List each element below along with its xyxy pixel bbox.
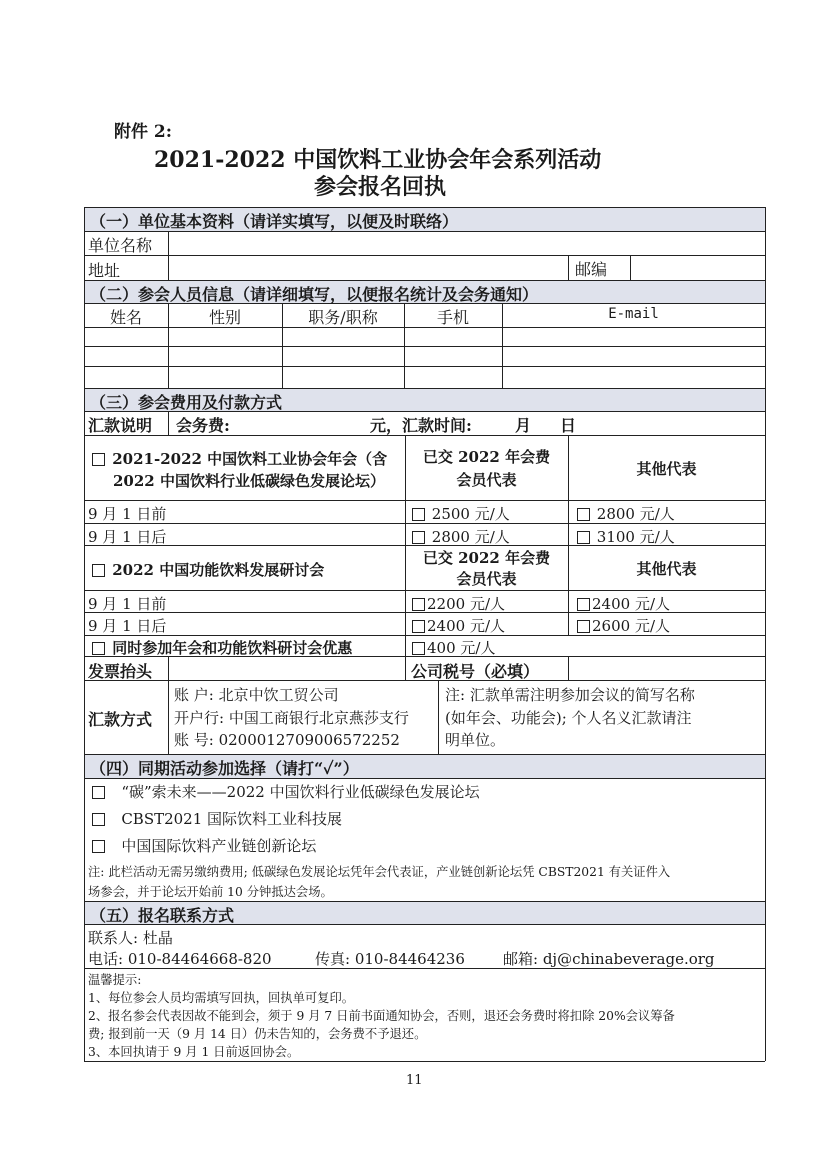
table-border-right (765, 207, 766, 1061)
price: 3100 元/人 (596, 528, 675, 546)
tip-2-line1: 2、报名参会代表因故不能到会，须于 9 月 7 日前书面通知协会，否则，退还会务费时将扣除 20%会议筹备 (88, 1009, 675, 1023)
event2-label: 2022 中国功能饮料发展研讨会 (112, 561, 325, 579)
event1-row2-label: 9 月 1 日后 (88, 528, 167, 546)
postcode-label: 邮编 (575, 260, 608, 279)
event2-other-col: 其他代表 (636, 560, 697, 578)
vline (168, 231, 169, 280)
vline (438, 680, 439, 754)
remit-label: 汇款说明 (88, 416, 153, 435)
section2-header: （二）参会人员信息（请详细填写，以便报名统计及会务通知） (90, 285, 539, 304)
payment-note-line3: 明单位。 (445, 731, 506, 749)
checkbox-icon[interactable] (92, 813, 105, 826)
page-number: 11 (406, 1073, 423, 1088)
org-name-label: 单位名称 (88, 236, 153, 255)
activity-label: CBST2021 国际饮料工业科技展 (121, 810, 343, 828)
price: 2600 元/人 (592, 617, 670, 635)
payment-note-line2: (如年会、功能会); 个人名义汇款请注 (445, 709, 692, 727)
tax-id-field[interactable] (570, 657, 764, 679)
contact-person: 联系人: 杜晶 (88, 929, 173, 947)
event1-member-col-line2: 会员代表 (456, 471, 517, 489)
month-label: 月 (515, 416, 532, 435)
col-mobile: 手机 (436, 308, 469, 327)
col-email: E-mail (608, 306, 659, 322)
payment-note-line1: 注: 汇款单需注明参加会议的简写名称 (445, 686, 695, 704)
address-label: 地址 (88, 261, 121, 280)
checkbox-icon[interactable] (92, 840, 105, 853)
combo-price[interactable] (412, 637, 495, 658)
price: 2800 元/人 (596, 505, 675, 523)
vline (568, 255, 569, 280)
org-name-field[interactable] (170, 232, 764, 254)
page-title: 2021-2022 中国饮料工业协会年会系列活动 (154, 147, 602, 173)
tip-3: 3、本回执请于 9 月 1 日前返回协会。 (88, 1045, 300, 1059)
col-title: 职务/职称 (308, 308, 378, 327)
section1-header: （一）单位基本资料（请详实填写，以便及时联络） (90, 212, 459, 231)
price: 400 元/人 (427, 639, 496, 657)
hline (84, 207, 765, 208)
account-bank: 开户行: 中国工商银行北京燕莎支行 (174, 709, 409, 727)
checkbox-icon[interactable] (412, 508, 425, 521)
activity-option-1[interactable] (92, 781, 480, 802)
hline (84, 754, 765, 755)
account-name: 账 户: 北京中饮工贸公司 (174, 686, 339, 704)
participant-row-1[interactable] (86, 328, 764, 345)
hline (84, 500, 765, 501)
fee-label: 会务费: (176, 416, 230, 435)
event2-row1-other[interactable] (577, 593, 670, 614)
contact-phone: 电话: 010-84464668-820 (88, 950, 272, 968)
activity-label: “碳”索未来——2022 中国饮料行业低碳绿色发展论坛 (121, 783, 480, 801)
event1-row1-member[interactable] (412, 503, 510, 524)
address-field[interactable] (170, 256, 567, 279)
vline (168, 656, 169, 754)
checkbox-icon[interactable] (412, 598, 425, 611)
combo-option[interactable] (92, 637, 352, 658)
price: 2800 元/人 (431, 528, 510, 546)
participant-row-2[interactable] (86, 347, 764, 365)
checkbox-icon[interactable] (577, 598, 590, 611)
page-subtitle: 参会报名回执 (314, 174, 447, 200)
activity-option-3[interactable] (92, 835, 316, 856)
participant-row-3[interactable] (86, 367, 764, 387)
tip-2-line2: 费; 报到前一天（9 月 14 日）仍未告知的，会务费不予退还。 (88, 1027, 427, 1041)
invoice-field[interactable] (170, 657, 404, 679)
checkbox-icon[interactable] (92, 453, 105, 466)
section4-header: （四）同期活动参加选择（请打“✓”） (90, 759, 359, 778)
checkbox-icon[interactable] (92, 786, 105, 799)
event2-row1-label: 9 月 1 日前 (88, 595, 167, 613)
checkbox-icon[interactable] (92, 642, 105, 655)
event1-row1-label: 9 月 1 日前 (88, 505, 167, 523)
price: 2500 元/人 (431, 505, 510, 523)
activity-option-2[interactable] (92, 808, 342, 829)
checkbox-icon[interactable] (577, 620, 590, 633)
payment-label: 汇款方式 (88, 710, 153, 729)
event2-option[interactable] (92, 559, 324, 580)
vline (168, 411, 169, 435)
event1-line2: 2022 中国饮料行业低碳绿色发展论坛） (113, 472, 385, 490)
activity-label: 中国国际饮料产业链创新论坛 (121, 837, 317, 855)
event2-row2-label: 9 月 1 日后 (88, 617, 167, 635)
event1-row2-other[interactable] (577, 526, 675, 547)
col-gender: 性别 (208, 308, 241, 327)
section3-header: （三）参会费用及付款方式 (90, 393, 283, 412)
section5-header: （五）报名联系方式 (90, 906, 235, 925)
event1-other-col: 其他代表 (636, 460, 697, 478)
event2-row1-member[interactable] (412, 593, 505, 614)
yuan-time-label: 元，汇款时间: (370, 416, 472, 435)
day-label: 日 (560, 416, 577, 435)
checkbox-icon[interactable] (412, 531, 425, 544)
tax-id-label: 公司税号（必填） (411, 662, 540, 681)
checkbox-icon[interactable] (577, 531, 590, 544)
vline (630, 255, 631, 280)
price: 2400 元/人 (427, 617, 505, 635)
account-number: 账 号: 0200012709006572252 (174, 731, 400, 749)
event2-row2-member[interactable] (412, 615, 505, 636)
hline (84, 388, 765, 389)
checkbox-icon[interactable] (92, 564, 105, 577)
event1-row2-member[interactable] (412, 526, 510, 547)
contact-fax: 传真: 010-84464236 (315, 950, 465, 968)
event2-member-col-line1: 已交 2022 年会费 (422, 549, 551, 567)
col-name: 姓名 (109, 308, 142, 327)
checkbox-icon[interactable] (577, 508, 590, 521)
activity-note-line1: 注: 此栏活动无需另缴纳费用; 低碳绿色发展论坛凭年会代表证，产业链创新论坛凭 CBST2021 有关证件入 (88, 865, 671, 879)
event1-member-col-line1: 已交 2022 年会费 (422, 448, 551, 466)
combo-label: 同时参加年会和功能饮料研讨会优惠 (112, 639, 353, 657)
event2-row2-other[interactable] (577, 615, 670, 636)
event2-member-col-line2: 会员代表 (456, 570, 517, 588)
invoice-label: 发票抬头 (88, 662, 153, 681)
vline (568, 656, 569, 680)
attachment-label: 附件 2: (114, 122, 173, 142)
checkbox-icon[interactable] (412, 642, 425, 655)
postcode-field[interactable] (632, 256, 764, 279)
tip-1: 1、每位参会人员均需填写回执，回执单可复印。 (88, 991, 355, 1005)
hline (84, 280, 765, 281)
activity-note-line2: 场参会，并于论坛开始前 10 分钟抵达会场。 (88, 885, 333, 899)
price: 2400 元/人 (592, 595, 670, 613)
hline (84, 1061, 765, 1062)
checkbox-icon[interactable] (412, 620, 425, 633)
tips-title: 温馨提示: (88, 973, 142, 987)
contact-email[interactable]: 邮箱: dj@chinabeverage.org (503, 950, 715, 968)
hline (84, 590, 765, 591)
table-border-left (84, 207, 85, 1061)
event1-option[interactable] (92, 448, 387, 469)
event1-line1: 2021-2022 中国饮料工业协会年会（含 (112, 450, 388, 468)
hline (84, 901, 765, 902)
price: 2200 元/人 (427, 595, 505, 613)
event1-row1-other[interactable] (577, 503, 675, 524)
vline (405, 656, 406, 680)
